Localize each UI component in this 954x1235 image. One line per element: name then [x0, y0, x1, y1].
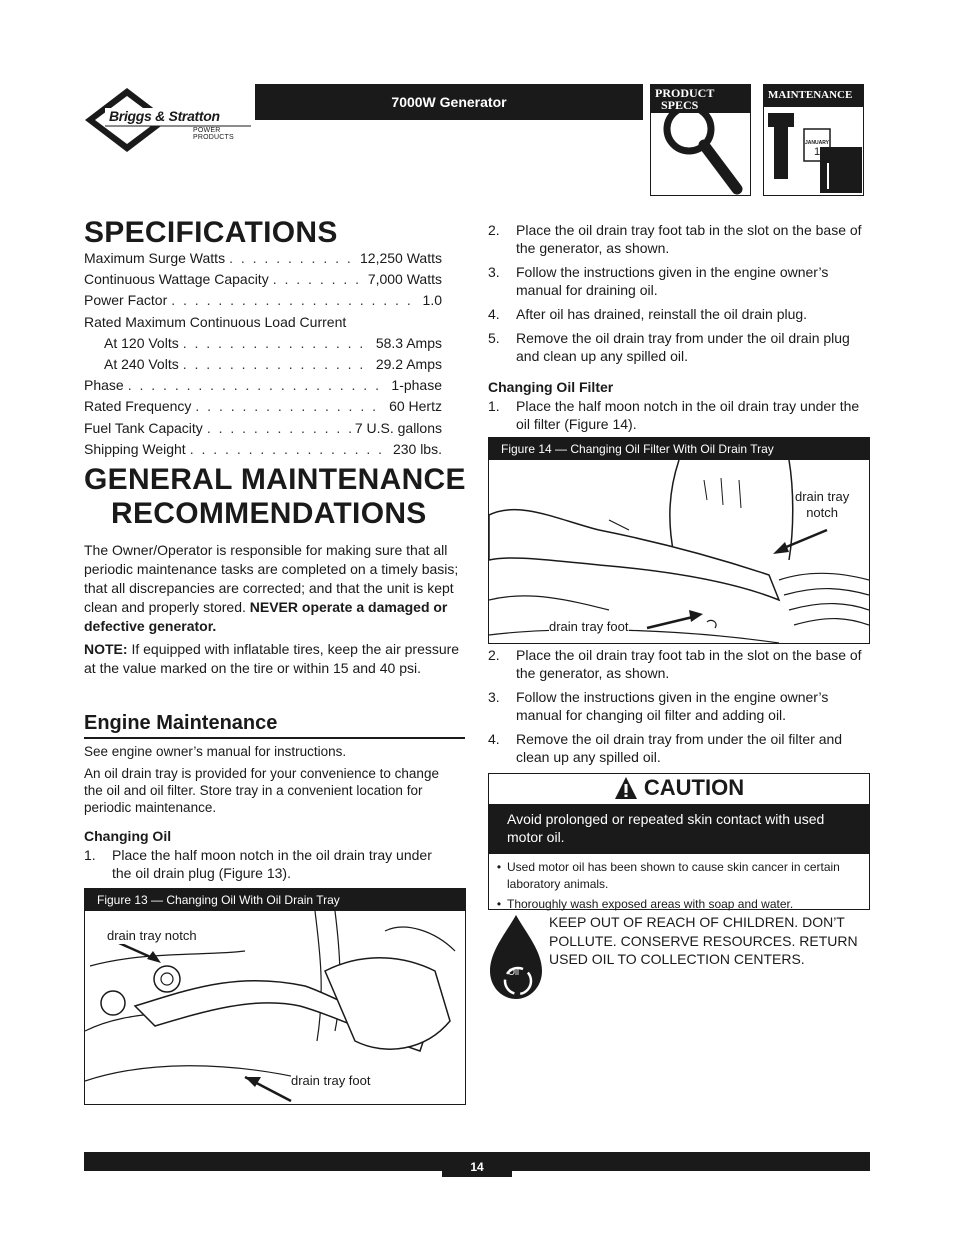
figure-13-caption: Figure 13 — Changing Oil With Oil Drain Tray: [85, 889, 465, 911]
specifications-list: [84, 248, 442, 460]
product-specs-icon: [650, 84, 751, 196]
spec-leader-dots: [128, 375, 388, 396]
step-number: 4.: [488, 731, 500, 747]
caution-box: [488, 773, 870, 910]
step-text: Follow the instructions given in the engine owner’s manual for draining oil.: [516, 264, 829, 298]
maintenance-icon-day: 1: [813, 146, 821, 158]
step-item: [488, 329, 866, 365]
spec-row: [84, 439, 442, 460]
step-item: [488, 221, 866, 257]
step-item: [488, 646, 866, 682]
figure-14: [488, 437, 870, 644]
figure-14-foot-label: drain tray foot: [549, 619, 629, 634]
spec-label: Maximum Surge Watts: [84, 250, 226, 266]
maintenance-heading: [84, 463, 466, 531]
spec-leader-dots: [171, 290, 418, 311]
changing-filter-steps: [488, 646, 866, 772]
spec-label: Rated Maximum Continuous Load Current: [84, 313, 347, 330]
spec-row: [84, 290, 442, 311]
maintenance-icon-label: MAINTENANCE: [768, 89, 853, 101]
figure-14-notch-label: [795, 489, 849, 521]
tire-note-label: NOTE:: [84, 641, 128, 657]
product-title-bar: [255, 84, 643, 120]
figure-14-notch-label-line1: drain tray: [795, 489, 850, 504]
spec-row: [84, 248, 442, 269]
tire-note-text: If equipped with inflatable tires, keep the air pressure at the value marked on the tire or within 15 and 40 psi.: [84, 641, 460, 676]
step-text: Remove the oil drain tray from under the oil drain plug and clean up any spilled oil.: [516, 330, 850, 364]
spec-value: 58.3 Amps: [375, 334, 442, 351]
step-number: 3.: [488, 689, 500, 705]
spec-label: At 240 Volts: [104, 355, 179, 372]
filter-step-1-number: 1.: [488, 398, 500, 414]
maintenance-icon-calendar: JANUARY: [805, 140, 829, 146]
spec-label: Rated Frequency: [84, 398, 192, 415]
caution-bullets: [489, 854, 869, 913]
spec-label: Fuel Tank Capacity: [84, 419, 203, 436]
oil-step-1-text: Place the half moon notch in the oil drain tray under the oil drain plug (Figure 13).: [112, 847, 432, 881]
spec-label: Power Factor: [84, 292, 168, 309]
warning-triangle-icon: [614, 776, 638, 805]
filter-step-1: [488, 397, 863, 433]
caution-header: [489, 774, 869, 802]
recycle-notice: KEEP OUT OF REACH OF CHILDREN. DON’T POLLUTE. CONSERVE RESOURCES. RETURN USED OIL TO COLLECTION CENTERS.: [549, 914, 858, 967]
engine-instructions-text: See engine owner’s manual for instructions.: [84, 744, 347, 759]
spec-value: 1-phase: [391, 377, 442, 394]
step-number: 3.: [488, 264, 500, 280]
brand-subtitle: POWER PRODUCTS: [193, 127, 234, 141]
spec-row: [84, 333, 442, 354]
engine-heading-rule: [84, 737, 465, 739]
spec-row: [84, 269, 442, 290]
spec-value: 60 Hertz: [389, 398, 442, 415]
step-item: [488, 305, 866, 323]
figure-14-notch-label-line2: notch: [806, 505, 838, 520]
step-item: [488, 730, 866, 766]
caution-title: CAUTION: [643, 775, 745, 800]
specs-icon-line1: PRODUCT: [655, 86, 715, 100]
oil-step-1-number: 1.: [84, 847, 96, 863]
maintenance-heading-line2: RECOMMENDATIONS: [111, 497, 427, 530]
step-number: 5.: [488, 330, 500, 346]
figure-14-caption: Figure 14 — Changing Oil Filter With Oil Drain Tray: [489, 438, 869, 460]
spec-label: Shipping Weight: [84, 440, 186, 457]
caution-bullet: [491, 859, 865, 893]
spec-leader-dots: [273, 269, 364, 290]
spec-row: [84, 312, 442, 333]
spec-row: [84, 375, 442, 396]
maintenance-intro: [84, 541, 464, 636]
step-text: Place the oil drain tray foot tab in the slot on the base of the generator, as shown.: [516, 647, 862, 681]
maintenance-intro-text: The Owner/Operator is responsible for making sure that all periodic maintenance tasks are completed on a timely basis; that all discrepancies are corrected; and that the unit is kept clean and properly stored.: [84, 542, 459, 615]
spec-leader-dots: [207, 418, 351, 439]
oil-step-1: [84, 846, 454, 882]
specs-icon-line2: SPECS: [661, 98, 699, 112]
changing-oil-steps: [488, 221, 866, 371]
tire-note: [84, 640, 464, 678]
spec-value: 7 U.S. gallons: [354, 419, 442, 436]
caution-bullet: [491, 896, 865, 913]
step-number: 4.: [488, 306, 500, 322]
spec-label: Phase: [84, 377, 124, 394]
spec-value: 29.2 Amps: [375, 355, 442, 372]
spec-row: [84, 354, 442, 375]
filter-step-1-text: Place the half moon notch in the oil drain tray under the oil filter (Figure 14).: [516, 398, 860, 432]
changing-oil-heading: Changing Oil: [84, 828, 172, 844]
step-text: Place the oil drain tray foot tab in the slot on the base of the generator, as shown.: [516, 222, 862, 256]
maintenance-heading-line1: GENERAL MAINTENANCE: [84, 463, 466, 496]
spec-row: [84, 396, 442, 417]
figure-13-notch-label: drain tray notch: [107, 928, 197, 943]
spec-leader-dots: [183, 354, 372, 375]
caution-warning: Avoid prolonged or repeated skin contact with used motor oil.: [489, 804, 869, 854]
step-number: 2.: [488, 222, 500, 238]
spec-value: 12,250 Watts: [360, 250, 442, 266]
figure-14-illustration: [489, 460, 869, 643]
spec-leader-dots: [183, 333, 372, 354]
caution-bullet-text: Thoroughly wash exposed areas with soap and water.: [507, 897, 794, 911]
product-title: 7000W Generator: [391, 94, 507, 110]
changing-oil-filter-heading: Changing Oil Filter: [488, 379, 614, 395]
spec-row: [84, 418, 442, 439]
spec-value: 1.0: [422, 292, 442, 309]
bullet-dot-icon: •: [496, 897, 502, 911]
brand-logo: [83, 86, 255, 154]
figure-13: [84, 888, 466, 1105]
oil-icon-label: Oil: [508, 967, 519, 977]
step-text: After oil has drained, reinstall the oil drain plug.: [516, 306, 808, 322]
maintenance-intro-warning: NEVER operate a damaged or defective generator.: [84, 599, 448, 634]
spec-label: At 120 Volts: [104, 334, 179, 351]
spec-leader-dots: [190, 439, 389, 460]
caution-bullet-text: Used motor oil has been shown to cause skin cancer in certain laboratory animals.: [507, 860, 840, 891]
bullet-dot-icon: •: [496, 860, 502, 874]
step-item: [488, 688, 866, 724]
spec-value: 7,000 Watts: [367, 271, 442, 288]
brand-name: Briggs & Stratton: [109, 108, 220, 124]
step-number: 2.: [488, 647, 500, 663]
maintenance-icon: [763, 84, 864, 196]
oil-drain-tray-text: An oil drain tray is provided for your convenience to change the oil and oil filter. Store tray in a convenient location for periodic maintenance.: [84, 766, 439, 815]
spec-leader-dots: [229, 248, 356, 269]
oil-recycle-icon: [488, 911, 544, 1001]
engine-maintenance-heading: Engine Maintenance: [84, 712, 278, 734]
step-item: [488, 263, 866, 299]
step-text: Follow the instructions given in the engine owner’s manual for changing oil filter and adding oil.: [516, 689, 829, 723]
spec-label: Continuous Wattage Capacity: [84, 271, 269, 288]
spec-leader-dots: [195, 396, 385, 417]
step-text: Remove the oil drain tray from under the oil filter and clean up any spilled oil.: [516, 731, 843, 765]
spec-value: 230 lbs.: [392, 440, 442, 457]
page-number: 14: [442, 1152, 512, 1177]
specifications-heading: SPECIFICATIONS: [84, 216, 338, 249]
figure-13-foot-label: drain tray foot: [291, 1073, 371, 1088]
